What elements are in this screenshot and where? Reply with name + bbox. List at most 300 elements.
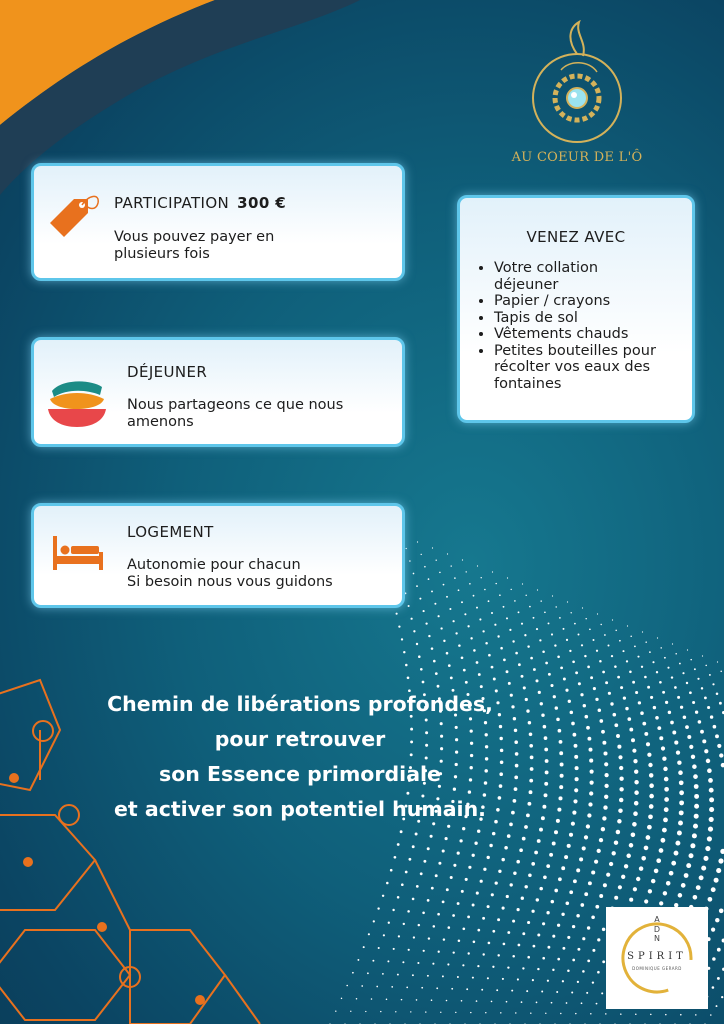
wave-dot	[408, 605, 410, 607]
wave-dot	[446, 596, 448, 598]
logement-text	[127, 557, 333, 591]
wave-dot	[668, 711, 671, 714]
wave-dot	[612, 619, 613, 620]
wave-dot	[654, 869, 659, 874]
list-item-line: • Votre collation	[494, 260, 599, 276]
bed-icon	[51, 534, 105, 574]
wave-dot	[491, 612, 493, 614]
wave-dot	[659, 736, 663, 740]
wave-dot	[476, 892, 479, 895]
list-item-line: • Tapis de sol	[494, 309, 578, 326]
wave-dot	[503, 943, 506, 946]
wave-dot	[608, 692, 611, 695]
wave-dot	[473, 649, 476, 652]
wave-dot	[435, 874, 438, 877]
wave-dot	[612, 851, 616, 855]
wave-dot	[488, 600, 490, 602]
wave-dot	[584, 835, 588, 839]
wave-dot	[582, 937, 585, 940]
wave-dot	[705, 665, 707, 667]
wave-dot	[506, 617, 508, 619]
wave-dot	[619, 766, 623, 770]
wave-dot	[463, 669, 466, 672]
list-item-line: déjeuner	[494, 276, 559, 293]
wave-dot	[532, 979, 534, 981]
wave-dot	[580, 693, 583, 696]
wave-dot	[467, 625, 469, 627]
wave-dot	[595, 905, 599, 909]
wave-dot	[507, 834, 511, 838]
wave-dot	[457, 852, 460, 855]
wave-dot	[435, 672, 438, 675]
wave-dot	[477, 929, 480, 932]
wave-dot	[391, 986, 393, 988]
wave-dot	[409, 560, 411, 562]
wave-dot	[572, 925, 575, 928]
wave-dot	[614, 840, 618, 844]
wave-dot	[537, 934, 540, 937]
wave-dot	[540, 600, 541, 601]
wave-dot	[522, 932, 525, 935]
wave-dot	[627, 717, 631, 721]
wave-dot	[541, 991, 543, 993]
wave-dot	[495, 583, 496, 584]
wave-dot	[634, 770, 638, 774]
wave-dot	[418, 655, 421, 658]
wave-dot	[617, 819, 622, 824]
wave-dot	[503, 659, 506, 662]
wave-dot	[534, 851, 538, 855]
wave-dot	[678, 821, 683, 826]
wave-dot	[625, 707, 628, 710]
wave-dot	[572, 959, 575, 962]
wave-dot	[530, 1012, 531, 1013]
wave-dot	[620, 686, 623, 689]
wave-dot	[525, 595, 526, 596]
wave-dot	[684, 873, 689, 878]
wave-dot	[530, 657, 533, 660]
wave-dot	[503, 606, 505, 608]
wave-dot	[570, 711, 574, 715]
list-item	[494, 326, 656, 343]
wave-dot	[662, 828, 667, 833]
wave-dot	[702, 739, 706, 743]
wave-dot	[361, 985, 363, 987]
wave-dot	[569, 890, 573, 894]
wave-dot	[436, 560, 437, 561]
wave-dot	[393, 948, 395, 950]
wave-dot	[479, 618, 481, 620]
wave-dot	[588, 802, 592, 806]
wave-dot	[408, 949, 410, 951]
wave-dot	[619, 640, 621, 642]
wave-dot	[537, 839, 541, 843]
wave-dot	[708, 827, 713, 832]
wave-dot	[611, 655, 613, 657]
wave-dot	[561, 866, 565, 870]
wave-dot	[431, 590, 433, 592]
wave-dot	[491, 1001, 493, 1003]
wave-dot	[372, 960, 374, 962]
wave-dot	[570, 612, 571, 613]
wave-dot	[462, 559, 463, 560]
wave-dot	[671, 861, 676, 866]
wave-dot	[352, 972, 354, 974]
wave-dot	[527, 921, 530, 924]
wave-dot	[502, 907, 505, 910]
wave-dot	[574, 744, 578, 748]
wave-dot	[398, 625, 400, 627]
wave-dot	[476, 1000, 478, 1002]
wave-dot	[659, 901, 663, 905]
wave-dot	[440, 627, 442, 629]
wave-dot	[418, 924, 420, 926]
wave-dot	[677, 760, 681, 764]
wave-dot	[447, 963, 449, 965]
wave-dot	[408, 858, 411, 861]
wave-dot	[457, 976, 459, 978]
wave-dot	[447, 553, 448, 554]
wave-dot	[420, 872, 423, 875]
wave-dot	[378, 947, 380, 949]
wave-dot	[694, 668, 696, 670]
wave-dot	[482, 953, 484, 955]
wave-dot	[398, 935, 400, 937]
wave-dot	[715, 918, 719, 922]
wave-dot	[629, 898, 633, 902]
wave-dot	[497, 954, 499, 956]
wave-dot	[588, 881, 592, 885]
wave-dot	[587, 737, 591, 741]
wave-dot	[464, 613, 466, 615]
wave-dot	[552, 842, 556, 846]
wave-dot	[445, 837, 448, 840]
wave-dot	[526, 990, 528, 992]
spirit-word: SPIRIT	[627, 951, 687, 962]
wave-dot	[422, 681, 425, 684]
wave-dot	[591, 870, 595, 874]
wave-dot	[675, 841, 680, 846]
wave-dot	[679, 663, 681, 665]
wave-dot	[587, 960, 590, 963]
wave-dot	[641, 666, 643, 668]
wave-dot	[416, 885, 419, 888]
wave-dot	[660, 647, 662, 649]
wave-dot	[517, 908, 520, 911]
wave-dot	[687, 735, 691, 739]
wave-dot	[488, 654, 491, 657]
adn-spirit-logo	[606, 907, 708, 1009]
wave-dot	[629, 843, 634, 848]
wave-dot	[491, 893, 494, 896]
wave-dot	[601, 730, 605, 734]
wave-dot	[649, 773, 654, 778]
wave-dot	[707, 706, 710, 709]
wave-dot	[407, 910, 410, 913]
wave-dot	[461, 890, 464, 893]
wave-dot	[373, 920, 375, 922]
wave-dot	[623, 696, 626, 699]
wave-dot	[597, 849, 601, 853]
wave-dot	[506, 670, 509, 673]
wave-dot	[649, 651, 651, 653]
wave-dot	[466, 571, 467, 572]
wave-dot	[472, 977, 474, 979]
wave-dot	[341, 998, 342, 999]
wave-dot	[709, 674, 711, 676]
wave-dot	[431, 999, 433, 1001]
wave-dot	[499, 594, 501, 596]
wave-dot	[524, 885, 527, 888]
wave-dot	[693, 895, 698, 900]
wave-dot	[478, 673, 481, 676]
wave-dot	[597, 613, 598, 614]
slogan-line: son Essence primordiale	[159, 762, 441, 786]
wave-dot	[695, 711, 698, 714]
wave-dot	[692, 764, 697, 769]
wave-dot	[436, 987, 438, 989]
wave-dot	[614, 665, 617, 668]
wave-dot	[577, 981, 579, 983]
wave-dot	[396, 613, 398, 615]
wave-dot	[492, 832, 496, 836]
wave-dot	[472, 904, 475, 907]
wave-dot	[720, 849, 724, 854]
wave-dot	[560, 1013, 561, 1014]
wave-dot	[602, 671, 605, 674]
wave-dot	[461, 656, 464, 659]
wave-dot	[394, 856, 397, 859]
wave-dot	[577, 948, 580, 951]
wave-dot	[601, 827, 605, 831]
wave-dot	[439, 572, 441, 574]
wave-dot	[416, 643, 418, 645]
wave-dot	[655, 716, 659, 720]
wave-dot	[710, 715, 713, 718]
wave-dot	[512, 955, 515, 958]
wave-dot	[413, 630, 415, 632]
wave-dot	[712, 683, 714, 685]
wave-dot	[473, 941, 476, 944]
wave-dot	[536, 898, 539, 901]
wave-dot	[533, 668, 536, 671]
wave-dot	[438, 951, 440, 953]
wave-dot	[584, 892, 588, 896]
wave-dot	[679, 800, 684, 805]
wave-dot	[674, 741, 678, 745]
wave-dot	[521, 623, 523, 625]
wave-dot	[555, 606, 556, 607]
wave-dot	[518, 663, 521, 666]
wave-dot	[466, 988, 468, 990]
wave-dot	[481, 577, 482, 578]
wave-dot	[558, 877, 562, 881]
wave-dot	[691, 755, 695, 759]
wave-dot	[522, 837, 526, 841]
wave-dot	[443, 584, 445, 586]
wave-dot	[610, 702, 613, 705]
wave-dot	[622, 650, 624, 652]
wave-dot	[578, 634, 580, 636]
wave-dot	[672, 643, 673, 644]
wave-dot	[644, 732, 648, 736]
wave-dot	[403, 923, 405, 925]
wave-dot	[572, 660, 575, 663]
wave-dot	[662, 757, 666, 761]
wave-dot	[649, 804, 654, 809]
wave-dot	[560, 667, 563, 670]
wave-dot	[407, 676, 410, 679]
wave-dot	[451, 565, 452, 566]
wave-dot	[639, 866, 644, 871]
wave-dot	[670, 721, 674, 725]
wave-dot	[698, 720, 702, 724]
wave-dot	[701, 687, 703, 689]
participation-line: Vous pouvez payer en	[114, 229, 275, 245]
wave-dot	[506, 1001, 508, 1003]
wave-dot	[515, 652, 518, 655]
wave-dot	[604, 784, 608, 788]
wave-dot	[485, 642, 488, 645]
wave-dot	[448, 664, 451, 667]
wave-dot	[672, 731, 676, 735]
wave-dot	[586, 824, 590, 828]
wave-dot	[492, 571, 493, 572]
wave-dot	[633, 759, 637, 763]
wave-dot	[554, 644, 556, 646]
wave-dot	[458, 589, 460, 591]
wave-dot	[571, 822, 575, 826]
wave-dot	[707, 768, 712, 773]
wave-dot	[589, 780, 593, 784]
wave-dot	[717, 948, 721, 952]
wave-dot	[593, 687, 596, 690]
wave-dot	[663, 891, 667, 895]
wave-dot	[719, 753, 723, 757]
wave-dot	[554, 889, 558, 893]
wave-dot	[633, 811, 638, 816]
wave-dot	[644, 846, 649, 851]
slogan-line: et activer son potentiel humain.	[114, 797, 486, 821]
wave-dot	[428, 635, 430, 637]
wave-dot	[386, 882, 389, 885]
wave-dot	[665, 1014, 667, 1016]
wave-dot	[634, 780, 638, 784]
wave-dot	[648, 763, 652, 767]
wave-dot	[406, 987, 408, 989]
wave-dot	[512, 640, 514, 642]
wave-dot	[424, 566, 426, 568]
wave-dot	[712, 986, 715, 989]
wave-dot	[448, 926, 451, 929]
wave-dot	[606, 873, 610, 877]
wave-dot	[377, 907, 379, 909]
wave-dot	[634, 790, 639, 795]
wave-dot	[574, 755, 578, 759]
wave-dot	[533, 945, 536, 948]
wave-dot	[675, 653, 677, 655]
wave-dot	[663, 817, 668, 822]
wave-dot	[453, 951, 455, 953]
wave-dot	[585, 618, 586, 619]
wave-dot	[637, 656, 639, 658]
wave-dot	[567, 969, 570, 972]
wave-dot	[664, 807, 669, 812]
wave-dot	[712, 957, 716, 961]
list-item	[494, 260, 656, 293]
wave-dot	[350, 1011, 351, 1012]
wave-dot	[581, 644, 583, 646]
wave-dot	[569, 650, 571, 652]
wave-dot	[605, 1013, 607, 1015]
wave-dot	[446, 652, 449, 655]
wave-dot	[443, 640, 445, 642]
wave-dot	[535, 679, 538, 682]
wave-dot	[539, 887, 543, 891]
wave-dot	[562, 947, 565, 950]
wave-dot	[597, 938, 600, 941]
wave-dot	[631, 833, 636, 838]
wave-dot	[679, 780, 684, 785]
wave-dot	[603, 883, 607, 887]
wave-dot	[600, 624, 601, 625]
wave-dot	[546, 864, 550, 868]
wave-dot	[613, 713, 617, 717]
participation-line: plusieurs fois	[114, 246, 210, 262]
wave-dot	[420, 668, 423, 671]
wave-dot	[597, 971, 600, 974]
wave-dot	[428, 578, 430, 580]
wave-dot	[607, 644, 609, 646]
wave-dot	[410, 1011, 411, 1012]
wave-dot	[709, 788, 714, 793]
wave-dot	[589, 748, 593, 752]
wave-dot	[511, 990, 513, 992]
wave-dot	[692, 701, 695, 704]
participation-text	[114, 229, 274, 263]
wave-dot	[509, 629, 511, 631]
wave-dot	[442, 849, 445, 852]
wave-dot	[498, 870, 501, 873]
wave-dot	[462, 927, 465, 930]
wave-dot	[536, 628, 538, 630]
wave-dot	[605, 681, 608, 684]
wave-dot	[522, 967, 524, 969]
wave-dot	[642, 631, 643, 632]
list-item-line: récolter vos eaux des	[494, 359, 651, 375]
wave-dot	[694, 804, 699, 809]
wave-dot	[635, 1014, 637, 1016]
wave-dot	[476, 661, 479, 664]
wave-dot	[576, 868, 580, 872]
wave-dot	[604, 795, 608, 799]
wave-dot	[685, 725, 689, 729]
wave-dot	[438, 615, 440, 617]
wave-dot	[690, 843, 695, 848]
wave-dot	[421, 554, 422, 555]
wave-dot	[564, 855, 568, 859]
wave-dot	[557, 958, 560, 961]
list-item-line: • Petites bouteilles pour	[494, 342, 656, 359]
wave-dot	[508, 682, 511, 685]
wave-dot	[446, 1000, 448, 1002]
wave-dot	[551, 633, 553, 635]
wave-dot	[536, 1002, 538, 1004]
wave-dot	[699, 875, 704, 880]
wave-dot	[492, 930, 495, 933]
wave-dot	[482, 630, 484, 632]
wave-dot	[392, 909, 394, 911]
